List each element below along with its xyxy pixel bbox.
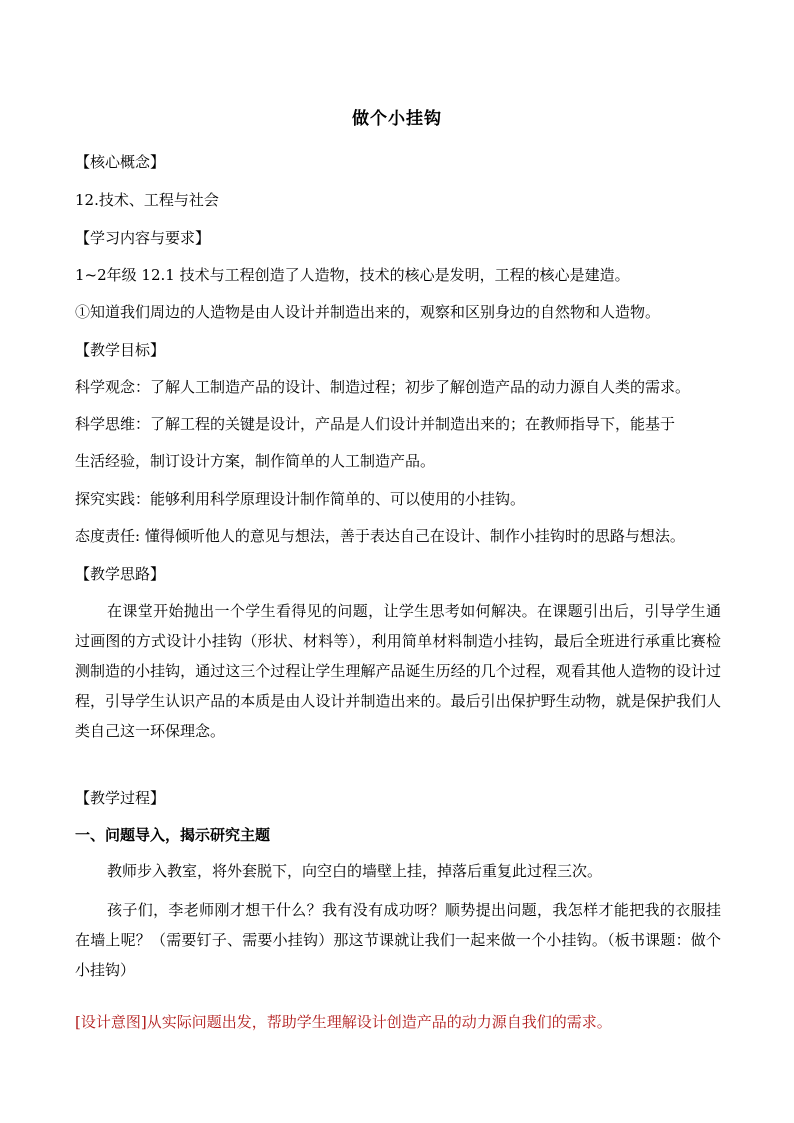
goal-science-thinking-line-2: 生活经验，制订设计方案，制作简单的人工制造产品。 [75, 452, 436, 470]
section-1-paragraph-1: 教师步入教室，将外套脱下，向空白的墙壁上挂，掉落后重复此过程三次。 [107, 862, 603, 880]
section-1-paragraph-2: 孩子们，李老师刚才想干什么？我有没有成功呀？顺势提出问题，我怎样才能把我的衣服挂在墙上呢？（需要钉子、需要小挂钩）那这节课就让我们一起来做一个小挂钩。（板书课题：做个小挂钩） [75, 901, 721, 979]
goal-practice: 探究实践：能够利用科学原理设计制作简单的、可以使用的小挂钩。 [75, 490, 526, 508]
design-intent-note: [设计意图]从实际问题出发，帮助学生理解设计创造产品的动力源自我们的需求。 [75, 1013, 612, 1031]
goal-science-thinking-line-1: 科学思维：了解工程的关键是设计，产品是人们设计并制造出来的；在教师指导下，能基于 [75, 415, 676, 433]
learning-content-line-1: 1~2年级 12.1 技术与工程创造了人造物，技术的核心是发明，工程的核心是建造。 [75, 266, 630, 284]
document-title: 做个小挂钩 [352, 109, 442, 129]
learning-content-line-2: ①知道我们周边的人造物是由人设计并制造出来的，观察和区别身边的自然物和人造物。 [75, 303, 661, 321]
heading-teaching-approach: 【教学思路】 [75, 565, 166, 583]
goal-science-view: 科学观念：了解人工制造产品的设计、制造过程；初步了解创造产品的动力源自人类的需求。 [75, 378, 691, 396]
core-concept-text: 12.技术、工程与社会 [75, 191, 219, 209]
heading-teaching-process: 【教学过程】 [75, 789, 166, 807]
heading-core-concept: 【核心概念】 [75, 153, 166, 171]
heading-learning-content: 【学习内容与要求】 [75, 229, 211, 247]
teaching-approach-paragraph: 在课堂开始抛出一个学生看得见的问题，让学生思考如何解决。在课题引出后，引导学生通过画图的方式设计小挂钩（形状、材料等），利用简单材料制造小挂钩，最后全班进行承重比赛检测制造的小挂钩，通过这三个过程让学生理解产品诞生历经的几个过程，观看其他人造物的设计过程，引导学生认识产品的本质是由人设计并制造出来的。最后引出保护野生动物，就是保护我们人类自己这一环保理念。 [75, 602, 721, 740]
section-1-title: 一、问题导入，揭示研究主题 [75, 826, 271, 844]
heading-teaching-goals: 【教学目标】 [75, 341, 166, 359]
goal-attitude: 态度责任: 懂得倾听他人的意见与想法，善于表达自己在设计、制作小挂钩时的思路与想法。 [75, 527, 685, 545]
